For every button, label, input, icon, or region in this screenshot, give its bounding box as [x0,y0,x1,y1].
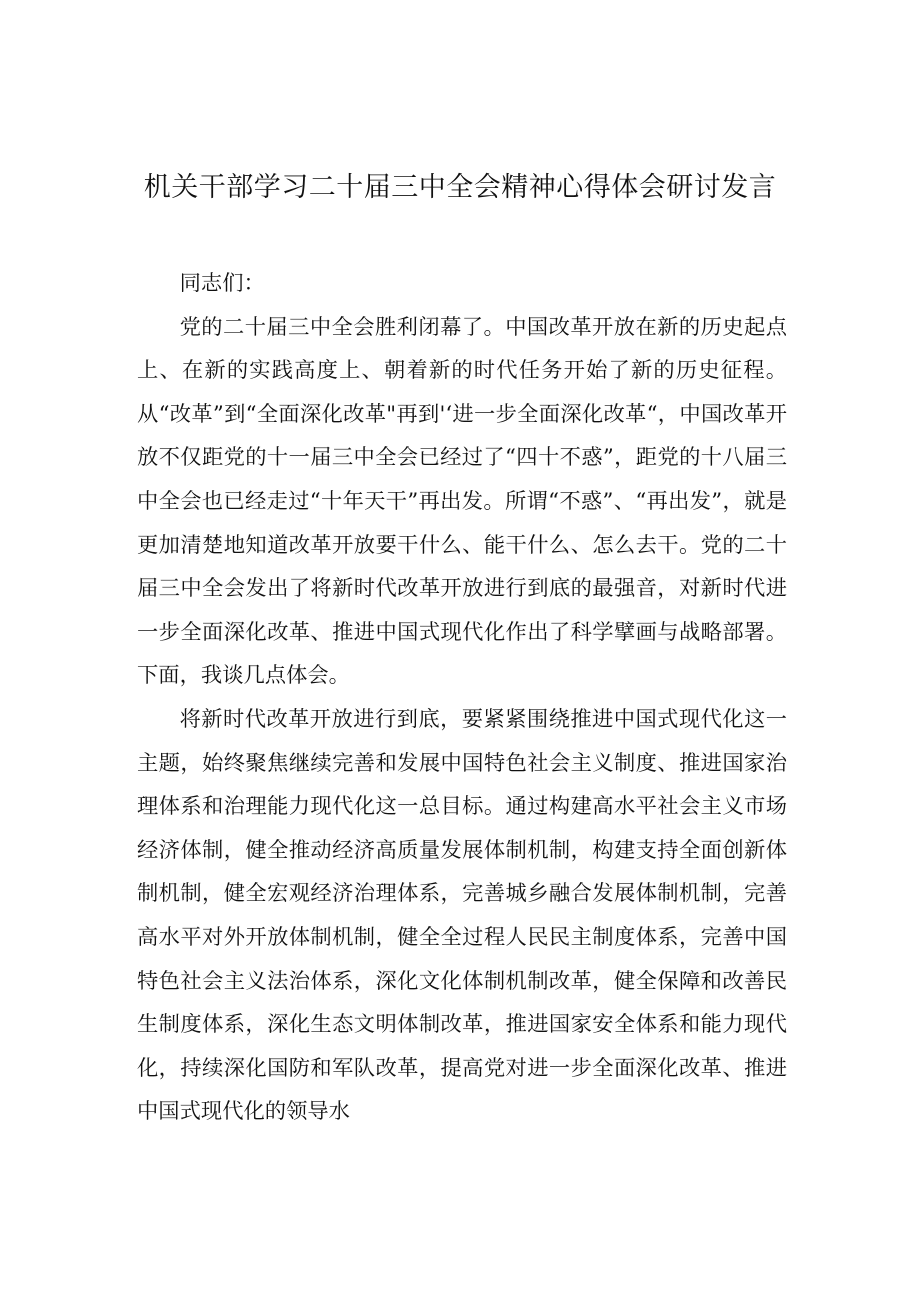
paragraph-2: 将新时代改革开放进行到底，要紧紧围绕推进中国式现代化这一主题，始终聚焦继续完善和发展中国特色社会主义制度、推进国家治理体系和治理能力现代化这一总目标。通过构建高水平社会主义市场经济体制，健全推动经济高质量发展体制机制，构建支持全面创新体制机制，健全宏观经济治理体系，完善城乡融合发展体制机制，完善高水平对外开放体制机制，健全全过程人民民主制度体系，完善中国特色社会主义法治体系，深化文化体制机制改革，健全保障和改善民生制度体系，深化生态文明体制改革，推进国家安全体系和能力现代化，持续深化国防和军队改革，提高党对进一步全面深化改革、推进中国式现代化的领导水 [137,706,787,1125]
salutation: 同志们： [179,271,265,296]
document-title: 机关干部学习二十届三中全会精神心得体会研讨发言 [143,172,777,203]
document-body [137,262,787,1134]
paragraph-1: 党的二十届三中全会胜利闭幕了。中国改革开放在新的历史起点上、在新的实践高度上、朝着新的时代任务开始了新的历史征程。从“改革”到“全面深化改革"再到'‘进一步全面深化改革“，中国改革开放不仅距党的十一届三中全会已经过了“四十不惑”，距党的十八届三中全会也已经走过“十年天干”再出发。所谓“不惑”、“再出发”，就是更加清楚地知道改革开放要干什么、能干什么、怎么去干。党的二十届三中全会发出了将新时代改革开放进行到底的最强音，对新时代进一步全面深化改革、推进中国式现代化作出了科学擘画与战略部署。下面，我谈几点体会。 [137,314,787,689]
